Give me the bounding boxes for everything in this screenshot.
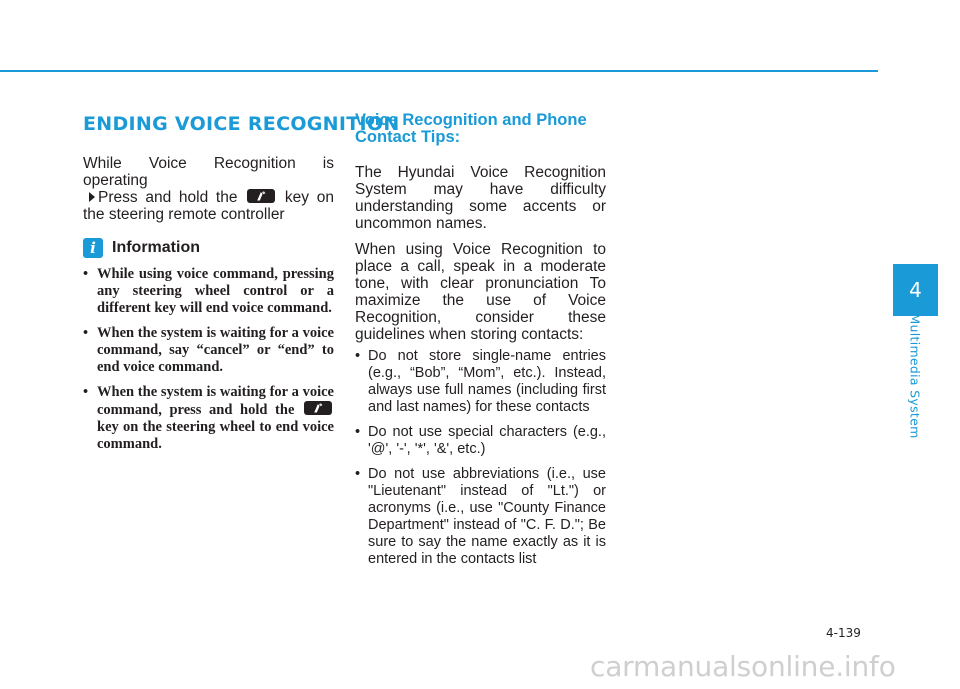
information-list: [83, 266, 334, 453]
tips-title: Voice Recognition and Phone Contact Tips:: [355, 111, 587, 146]
voice-recognition-key-icon: [304, 401, 332, 415]
page-number: 4-139: [826, 626, 861, 640]
watermark: carmanualsonline.info: [590, 650, 896, 683]
instruction-step: [83, 189, 334, 223]
tip-item: • Do not store single-name entries (e.g., “Bob”, “Mom”, etc.). Instead, always use full names (including first and last names) for these contacts: [355, 348, 606, 416]
information-item-text-before: When the system is waiting for a voice command, press and hold the: [97, 384, 334, 418]
information-item-text-after: key on the steering wheel to end voice command.: [97, 419, 334, 452]
information-label: Information: [112, 239, 200, 256]
information-item: • When the system is waiting for a voice command, say “cancel” or “end” to end voice command.: [83, 325, 334, 376]
intro-text: While Voice Recognition is operating: [83, 155, 334, 189]
voice-recognition-key-icon: [247, 189, 275, 203]
middle-column: [355, 112, 606, 576]
tips-paragraph: The Hyundai Voice Recognition System may have difficulty understanding some accents or uncommon names.: [355, 164, 606, 232]
tip-item: • Do not use special characters (e.g., '@', '-', '*', '&', etc.): [355, 424, 606, 458]
information-item: [83, 384, 334, 453]
tip-item: • Do not use abbreviations (i.e., use "Lieutenant" instead of "Lt.") or acronyms (i.e., use "County Finance Department" instead of "C. F. D."; Be sure to say the name exactly as it is entered in the contacts list: [355, 466, 606, 568]
tips-list: [355, 348, 606, 568]
chapter-title: Multimedia System: [907, 313, 923, 439]
chapter-tab: 4: [893, 264, 938, 316]
information-header: [83, 238, 334, 258]
tips-paragraph: When using Voice Recognition to place a call, speak in a moderate tone, with clear pronunciation To maximize the use of Voice Recognition, consider these guidelines when storing contacts:: [355, 241, 606, 343]
information-icon: i: [83, 238, 103, 258]
section-title: ENDING VOICE RECOGNITION: [83, 113, 400, 135]
header-rule: [0, 70, 878, 72]
step-text-before: Press and hold the: [98, 189, 238, 206]
step-text-after: key on the steering remote controller: [83, 189, 334, 223]
arrow-bullet-icon: [89, 192, 95, 202]
left-column: [83, 112, 400, 461]
information-item: • While using voice command, pressing any steering wheel control or a different key will end voice command.: [83, 266, 334, 317]
